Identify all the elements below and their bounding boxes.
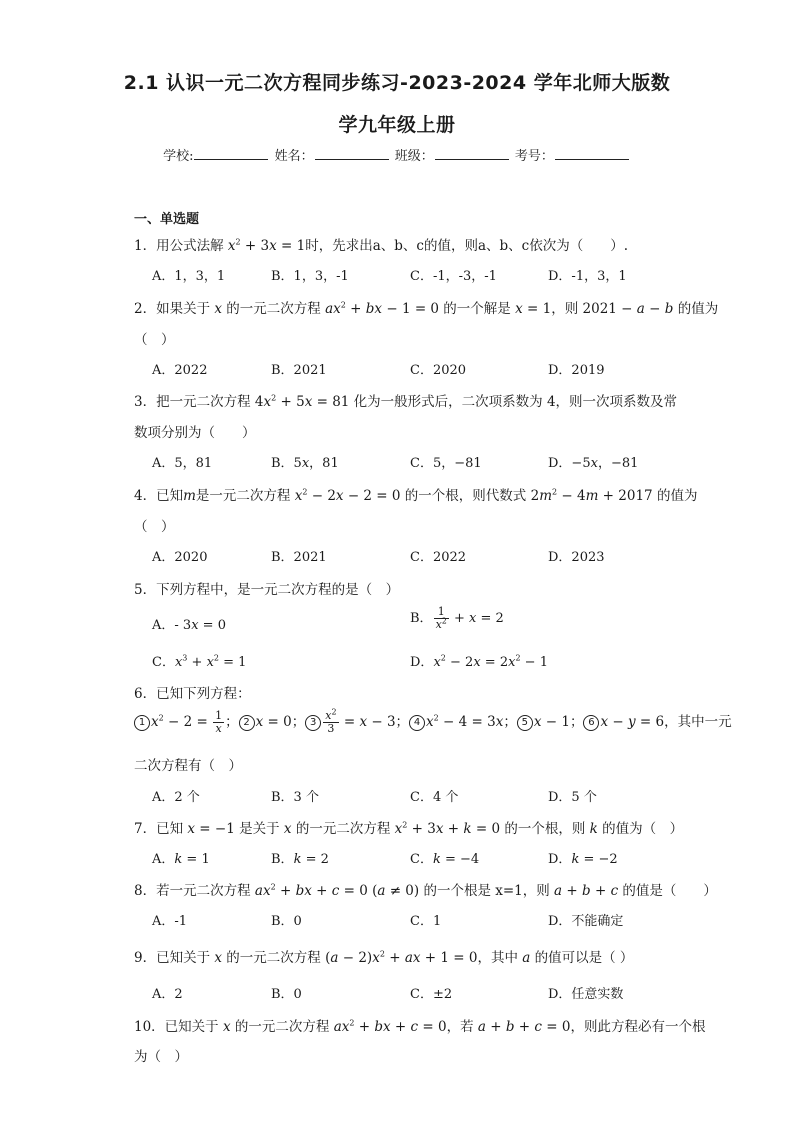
- q9-option-d: D．任意实数: [548, 987, 624, 1002]
- q8-option-d: D．不能确定: [548, 914, 624, 929]
- question-2: 2．如果关于 x 的一元二次方程 $ax^2$ + bx − 1 = 0 的一个解是 x = 1，则 2021 − a − b 的值为: [134, 300, 719, 317]
- question-6-equations: 1 $x^2 - 2$ = $\frac{1}{x}$ ； 2 x = 0； 3 $\frac{x^2}{3}$ = x − 3； 4 $x^2 - 4 = 3x$； 5 x − 1； 6 x − y = 6，其中一元: [134, 710, 732, 735]
- student-info-row: [0, 145, 794, 164]
- q6-option-a: A．2 个: [152, 790, 200, 805]
- page-title-line-2: 学九年级上册: [338, 114, 456, 136]
- question-9: 9．已知关于 x 的一元二次方程 $(a - 2)x^2$ + ax + 1 = 0，其中 a 的值可以是（ ）: [134, 949, 634, 966]
- q7-option-c: C．k = −4: [410, 852, 480, 867]
- exam-blank: [555, 147, 629, 160]
- question-7: 7．已知 x = −1 是关于 x 的一元二次方程 $x^2 + 3x + k = 0$ 的一个根，则 k 的值为（ ）: [134, 820, 684, 837]
- q2-option-b: B．2021: [271, 363, 327, 378]
- section-heading: 一、单选题: [134, 212, 200, 227]
- q4-option-c: C．2022: [410, 550, 467, 565]
- question-10: 10．已知关于 x 的一元二次方程 $ax^2$ + bx + c = 0，若 a + b + c = 0，则此方程必有一个根: [134, 1018, 706, 1035]
- question-4-cont: （ ）: [134, 519, 175, 535]
- q9-option-c: C．±2: [410, 987, 453, 1002]
- school-blank: [194, 147, 268, 160]
- q1-option-a: A．1，3，1: [152, 269, 226, 284]
- q1-option-d: D．-1，3，1: [548, 269, 627, 284]
- question-1: 1．用公式法解 $x^2 + 3x = 1$时，先求出a、b、c的值，则a、b、c依次为（ ）.: [134, 237, 628, 254]
- q4-option-a: A．2020: [152, 550, 208, 565]
- q6-option-c: C．4 个: [410, 790, 459, 805]
- name-blank: [315, 147, 389, 160]
- question-4: 4．已知m是一元二次方程 $x^2 - 2x - 2 = 0$ 的一个根，则代数式 $2m^2 - 4m + 2017$ 的值为: [134, 487, 698, 504]
- q7-option-a: A．k = 1: [152, 852, 210, 867]
- q7-option-b: B．k = 2: [271, 852, 329, 867]
- question-10-cont: 为（ ）: [134, 1049, 188, 1065]
- q3-option-b: B．5x，81: [271, 456, 339, 471]
- q1-option-c: C．-1，-3，-1: [410, 269, 497, 284]
- q4-option-b: B．2021: [271, 550, 327, 565]
- name-label: 姓名：: [274, 149, 314, 164]
- q5-option-a: A．- 3x = 0: [152, 618, 226, 633]
- q9-option-b: B．0: [271, 987, 302, 1002]
- q9-option-a: A．2: [152, 987, 183, 1002]
- q5-option-c: C．$x^3 + x^2 = 1$: [152, 653, 247, 670]
- q5-option-d: D．$x^2 - 2x = 2x^2 - 1$: [410, 653, 548, 670]
- class-blank: [435, 147, 509, 160]
- q6-option-d: D．5 个: [548, 790, 597, 805]
- q8-option-b: B．0: [271, 914, 302, 929]
- school-label: 学校:: [163, 149, 194, 164]
- exam-label: 考号：: [514, 149, 554, 164]
- q2-option-c: C．2020: [410, 363, 467, 378]
- q8-option-a: A．-1: [152, 914, 188, 929]
- q3-option-c: C．5，−81: [410, 456, 482, 471]
- page-title-line-1: 2.1 认识一元二次方程同步练习-2023-2024 学年北师大版数: [123, 72, 671, 94]
- q7-option-d: D．k = −2: [548, 852, 618, 867]
- q3-option-a: A．5，81: [152, 456, 213, 471]
- q2-option-d: D．2019: [548, 363, 605, 378]
- q8-option-c: C．1: [410, 914, 442, 929]
- q2-option-a: A．2022: [152, 363, 208, 378]
- question-2-cont: （ ）: [134, 332, 175, 348]
- question-3-cont: 数项分别为（ ）: [134, 425, 256, 441]
- question-8: 8．若一元二次方程 $ax^2$ + bx + c = 0 (a ≠ 0) 的一个根是 x=1，则 a + b + c 的值是（ ）: [134, 882, 717, 899]
- q6-option-b: B．3 个: [271, 790, 319, 805]
- q5-option-b: B． $\frac{1}{x^2}$ + x = 2: [410, 605, 504, 631]
- question-6: 6．已知下列方程：: [134, 686, 251, 702]
- question-5: 5．下列方程中，是一元二次方程的是（ ）: [134, 582, 400, 598]
- class-label: 班级：: [394, 149, 434, 164]
- question-3: 3．把一元二次方程 $4x^2 + 5x = 81$ 化为一般形式后，二次项系数为 4，则一次项系数及常: [134, 393, 678, 410]
- q4-option-d: D．2023: [548, 550, 605, 565]
- q1-option-b: B．1，3，-1: [271, 269, 349, 284]
- question-6-cont: 二次方程有（ ）: [134, 758, 242, 774]
- q3-option-d: D．−5x，−81: [548, 456, 639, 471]
